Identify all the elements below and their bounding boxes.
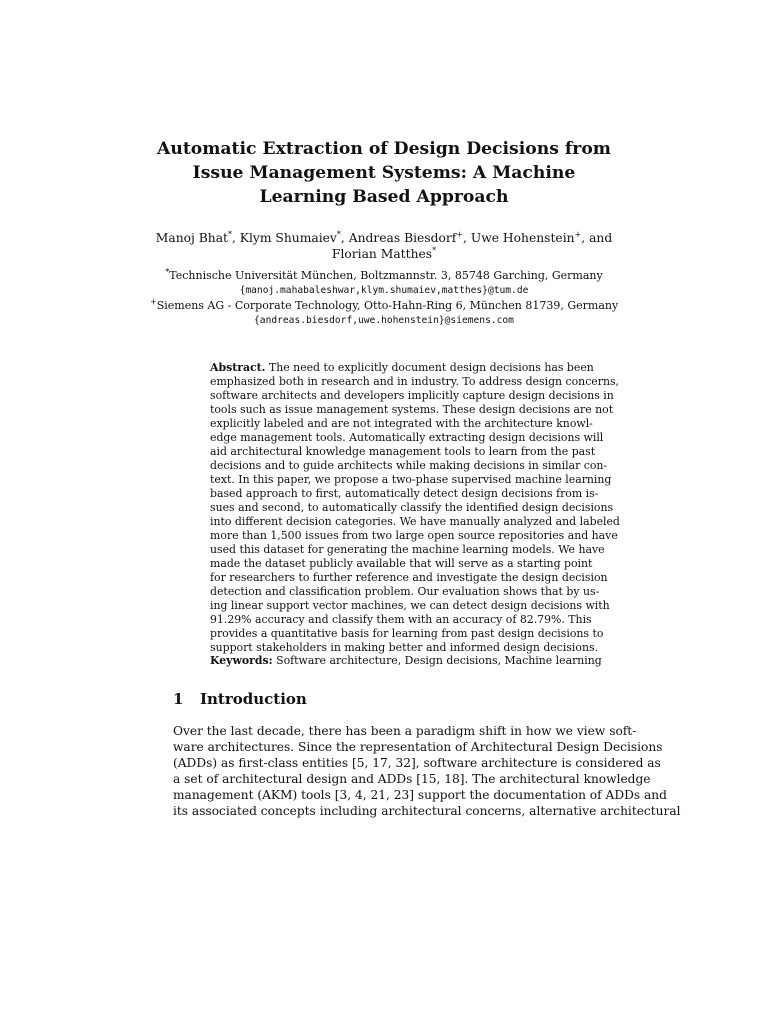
abstract-line (210, 361, 594, 375)
body-line: a set of architectural design and ADDs [15, 18]. The architectural knowledge (173, 772, 651, 786)
author-list (150, 230, 618, 262)
section-title: Introduction (200, 690, 307, 708)
author-mark: * (432, 245, 437, 255)
author-conjunction: and (589, 231, 613, 245)
author-name: Uwe Hohenstein (470, 231, 575, 245)
abstract-text: The need to explicitly document design decisions has been (268, 361, 594, 374)
title-line: Learning Based Approach (259, 187, 509, 207)
abstract-line: edge management tools. Automatically extracting design decisions will (210, 431, 604, 444)
abstract-line: made the dataset publicly available that will serve as a starting point (210, 557, 593, 570)
author-name: Florian Matthes (331, 247, 433, 261)
abstract-line: decisions and to guide architects while making decisions in similar con- (210, 459, 608, 472)
abstract-line: 91.29% accuracy and classify them with an accuracy of 82.79%. This (210, 613, 592, 626)
title-line: Issue Management Systems: A Machine (192, 163, 576, 183)
keywords (210, 654, 602, 668)
abstract-line: based approach to first, automatically detect design decisions from is- (210, 487, 599, 500)
body-line: Over the last decade, there has been a paradigm shift in how we view soft- (173, 724, 637, 738)
affiliation-mark: * (165, 267, 170, 277)
author-mark: * (336, 229, 341, 239)
body-line: ware architectures. Since the representation of Architectural Design Decisions (173, 740, 663, 754)
author-mark: + (574, 229, 582, 239)
affiliation-tum (150, 268, 618, 283)
abstract-line: for researchers to further reference and investigate the design decision (210, 571, 608, 584)
author-name: Manoj Bhat (155, 231, 228, 245)
affiliation-siemens (150, 298, 618, 313)
abstract-line: software architects and developers implicitly capture design decisions in (210, 389, 614, 402)
abstract-line: detection and classification problem. Our evaluation shows that by us- (210, 585, 600, 598)
affiliation-text: Technische Universität München, Boltzmannstr. 3, 85748 Garching, Germany (169, 269, 603, 282)
abstract-line: emphasized both in research and in industry. To address design concerns, (210, 375, 620, 388)
author-mark: + (456, 229, 464, 239)
abstract-line: text. In this paper, we propose a two-phase supervised machine learning (210, 473, 612, 486)
author-mark: * (227, 229, 232, 239)
affiliation-mark: + (150, 297, 157, 307)
abstract-line: more than 1,500 issues from two large open source repositories and have (210, 529, 618, 542)
abstract-line: sues and second, to automatically classify the identified design decisions (210, 501, 614, 514)
abstract-label: Abstract. (210, 361, 266, 374)
title-line: Automatic Extraction of Design Decisions from (157, 139, 611, 159)
keywords-label: Keywords: (210, 654, 273, 667)
email-tum[interactable]: {manoj.mahabaleshwar,klym.shumaiev,matthes}@tum.de (239, 285, 529, 296)
section-number: 1 (173, 690, 184, 708)
abstract-line: tools such as issue management systems. These design decisions are not (210, 403, 614, 416)
body-line: its associated concepts including architectural concerns, alternative architectural (173, 804, 681, 818)
abstract-line: ing linear support vector machines, we can detect design decisions with (210, 599, 610, 612)
affiliations (150, 268, 618, 328)
author-name: Klym Shumaiev (239, 231, 337, 245)
abstract-line: provides a quantitative basis for learning from past design decisions to (210, 627, 604, 640)
abstract-line: support stakeholders in making better and informed design decisions. (210, 641, 599, 654)
author-line (150, 246, 618, 262)
body-line: (ADDs) as first-class entities [5, 17, 32], software architecture is considered as (173, 756, 661, 770)
author-name: Andreas Biesdorf (348, 231, 457, 245)
abstract-line: aid architectural knowledge management tools to learn from the past (210, 445, 596, 458)
abstract-line: used this dataset for generating the machine learning models. We have (210, 543, 605, 556)
body-line: management (AKM) tools [3, 4, 21, 23] support the documentation of ADDs and (173, 788, 667, 802)
introduction-body (173, 723, 681, 819)
affiliation-text: Siemens AG - Corporate Technology, Otto-Hahn-Ring 6, München 81739, Germany (156, 299, 619, 312)
section-heading (173, 689, 307, 709)
abstract (210, 361, 620, 655)
keywords-text: Software architecture, Design decisions, Machine learning (276, 654, 602, 667)
abstract-line: explicitly labeled and are not integrated with the architecture knowl- (210, 417, 593, 430)
author-line: Manoj Bhat*, Klym Shumaiev*, Andreas Biesdorf+, Uwe Hohenstein+, and (155, 229, 613, 245)
abstract-line: into different decision categories. We have manually analyzed and labeled (210, 515, 620, 528)
paper-title (150, 137, 618, 209)
email-siemens[interactable]: {andreas.biesdorf,uwe.hohenstein}@siemens.com (254, 315, 514, 326)
